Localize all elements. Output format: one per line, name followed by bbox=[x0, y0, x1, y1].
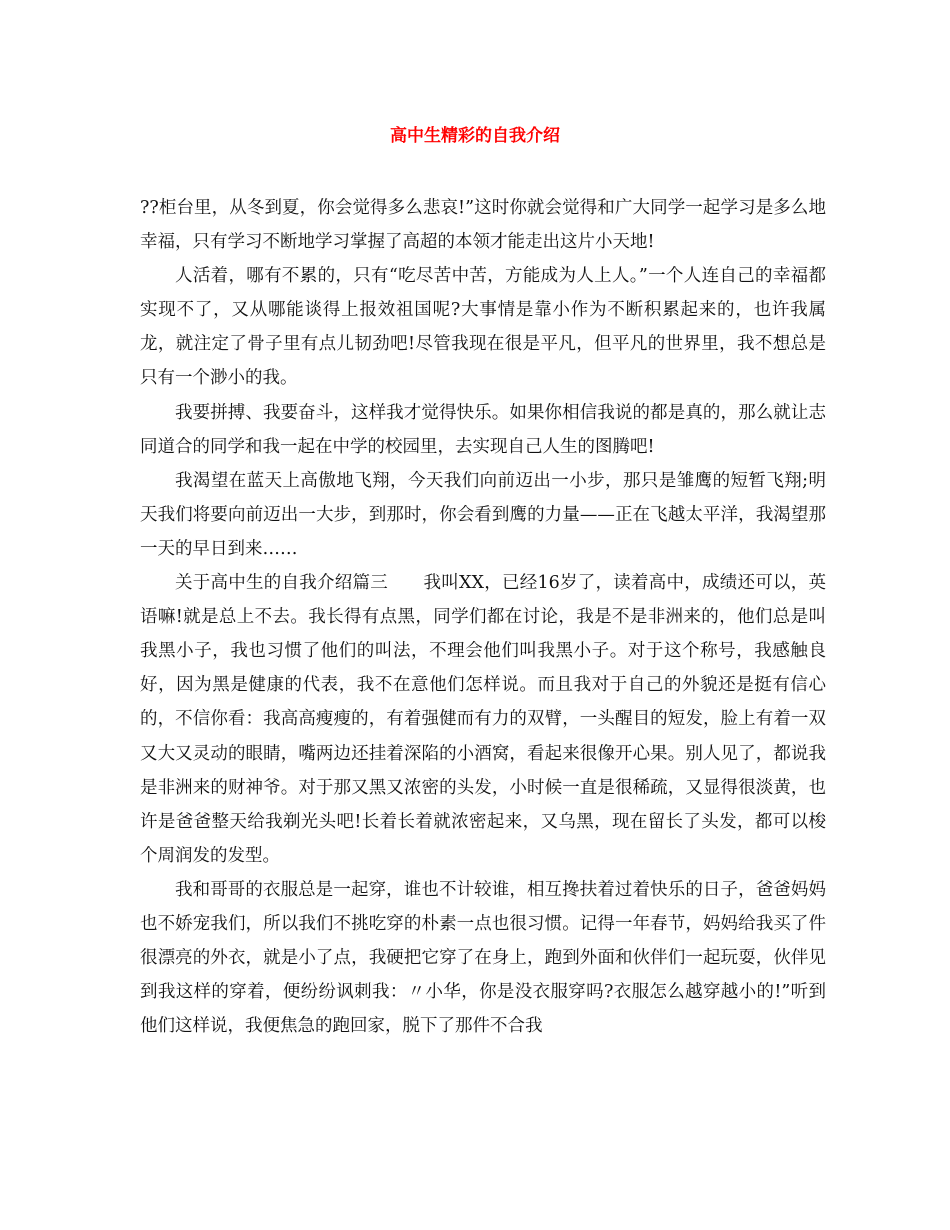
document-body bbox=[140, 191, 826, 1043]
paragraph-5: 关于高中生的自我介绍篇三 我叫XX，已经16岁了，读着高中，成绩还可以，英语嘛!就是总上不去。我长得有点黑，同学们都在讨论，我是不是非洲来的，他们总是叫我黑小子，我也习惯了他们的叫法，不理会他们叫我黑小子。对于这个称号，我感触良好，因为黑是健康的代表，我不在意他们怎样说。而且我对于自己的外貌还是挺有信心的，不信你看：我高高瘦瘦的，有着强健而有力的双臂，一头醒目的短发，脸上有着一双又大又灵动的眼睛，嘴两边还挂着深陷的小酒窝，看起来很像开心果。别人见了，都说我是非洲来的财神爷。对于那又黑又浓密的头发，小时候一直是很稀疏，又显得很淡黄，也许是爸爸整天给我剃光头吧!长着长着就浓密起来，又乌黑，现在留长了头发，都可以梭个周润发的发型。 bbox=[140, 573, 826, 866]
paragraph-6: 我和哥哥的衣服总是一起穿，谁也不计较谁，相互搀扶着过着快乐的日子，爸爸妈妈也不娇宠我们，所以我们不挑吃穿的朴素一点也很习惯。记得一年春节，妈妈给我买了件很漂亮的外衣，就是小了点，我硬把它穿了在身上，跑到外面和伙伴们一起玩耍，伙伴见到我这样的穿着，便纷纷讽刺我：〃小华，你是没衣服穿吗?衣服怎么越穿越小的!”听到他们这样说，我便焦急的跑回家，脱下了那件不合我 bbox=[140, 879, 826, 1037]
paragraph-2: 人活着，哪有不累的，只有“吃尽苦中苦，方能成为人上人。”一个人连自己的幸福都实现不了，又从哪能谈得上报效祖国呢?大事情是靠小作为不断积累起来的，也许我属龙，就注定了骨子里有点儿韧劲吧!尽管我现在很是平凡，但平凡的世界里，我不想总是只有一个渺小的我。 bbox=[140, 266, 826, 389]
document-title: 高中生精彩的自我介绍 bbox=[390, 126, 560, 146]
paragraph-4: 我渴望在蓝天上高傲地飞翔，今天我们向前迈出一小步，那只是雏鹰的短暂飞翔;明天我们将要向前迈出一大步，到那时，你会看到鹰的力量——正在飞越太平洋，我渴望那一天的早日到来…… bbox=[140, 470, 826, 559]
paragraph-3: 我要拼搏、我要奋斗，这样我才觉得快乐。如果你相信我说的都是真的，那么就让志同道合的同学和我一起在中学的校园里，去实现自己人生的图腾吧! bbox=[140, 402, 826, 457]
paragraph-1: ??柜台里，从冬到夏，你会觉得多么悲哀!”这时你就会觉得和广大同学一起学习是多么地幸福，只有学习不断地学习掌握了高超的本领才能走出这片小天地! bbox=[140, 198, 826, 253]
